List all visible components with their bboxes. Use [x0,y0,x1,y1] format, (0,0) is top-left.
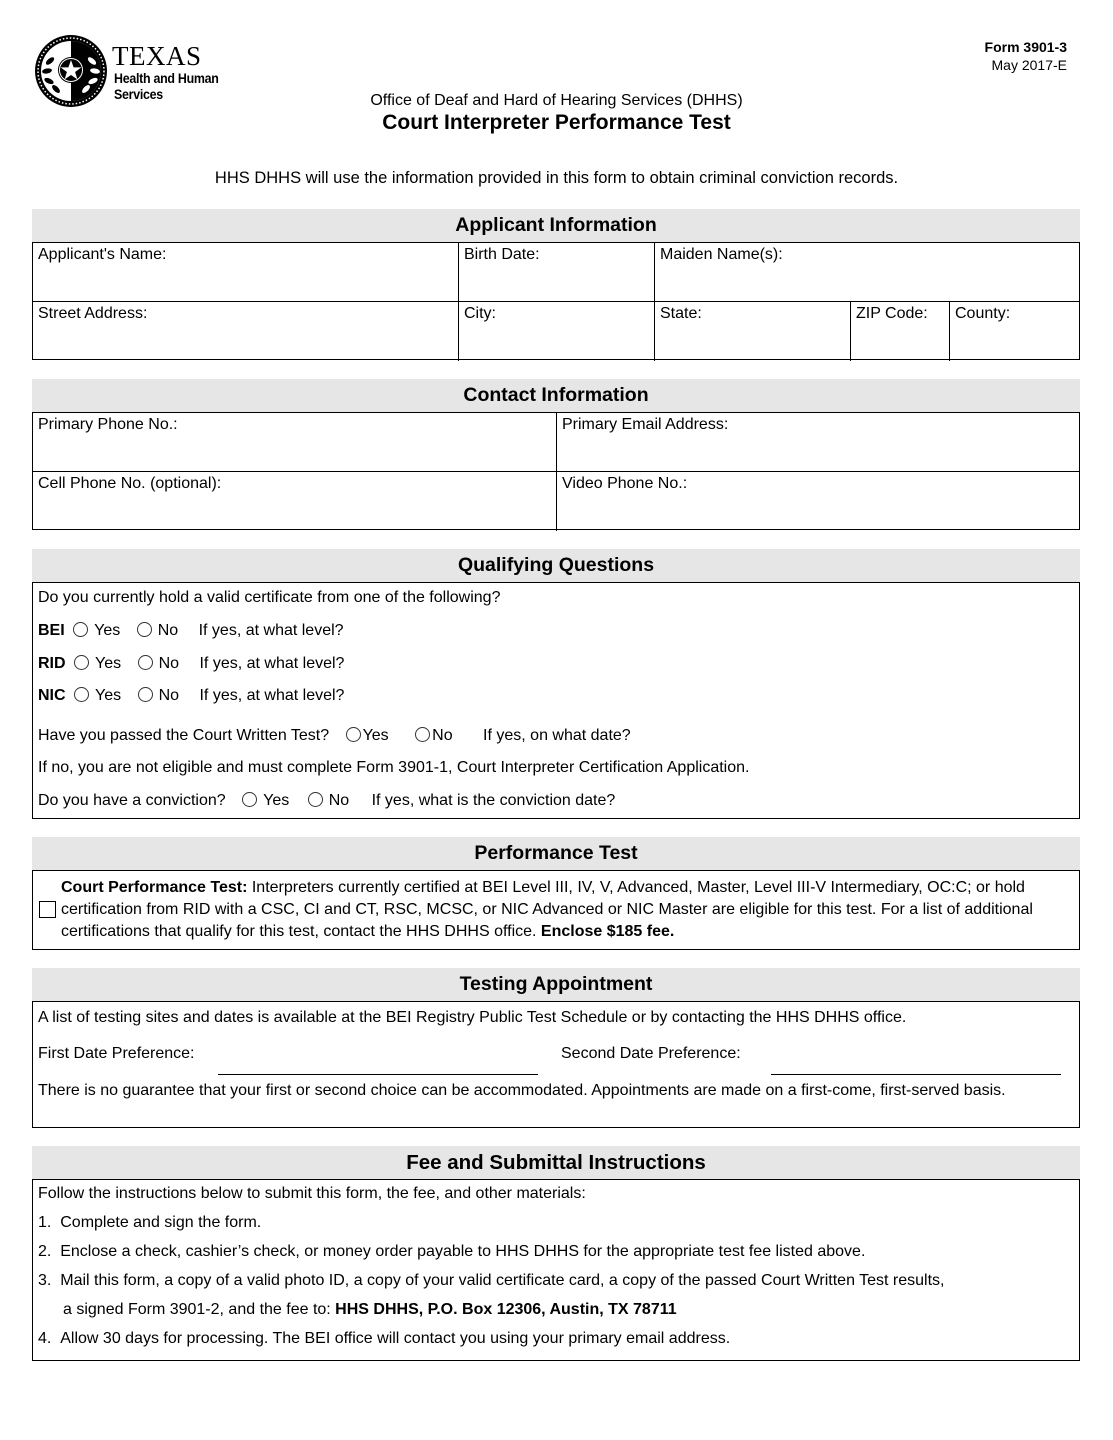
conviction-no-radio[interactable] [308,792,323,807]
records-notice: HHS DHHS will use the information provided in this form to obtain criminal conviction records. [214,169,899,187]
logo-texas-text: TEXAS [112,41,202,71]
form-identifier [985,38,1067,74]
instructions-intro: Follow the instructions below to submit this form, the fee, and other materials: [38,1185,586,1202]
zip-code-field[interactable]: ZIP Code: [851,302,950,361]
nic-yes-radio[interactable] [74,687,89,702]
section-heading: Performance Test [32,837,1080,870]
written-test-yes-radio[interactable] [346,727,361,742]
section-heading: Testing Appointment [32,968,1080,1001]
section-heading: Fee and Submittal Instructions [32,1146,1080,1179]
performance-test-description: Court Performance Test: Interpreters currently certified at BEI Level III, IV, V, Advanced, Master, Level III-V Intermediary, OC:C; or hold certification from RID with a CSC, CI and CT, RSC, MCSC, or NIC Advanced or NIC Master are eligible for this test. For a list of additional certifications that qualify for this test, contact the HHS DHHS office. Enclose $185 fee. [61,879,1033,940]
certificate-intro: Do you currently hold a valid certificate from one of the following? [38,589,501,606]
first-date-input[interactable] [218,1074,538,1075]
second-date-input[interactable] [771,1074,1061,1075]
qualifying-questions-section [32,549,1080,819]
bei-yes-radio[interactable] [73,622,88,637]
instruction-step: 2. Enclose a check, cashier’s check, or money order payable to HHS DHHS for the appropriate test fee listed above. [38,1243,866,1260]
second-date-label: Second Date Preference: [561,1045,741,1062]
testing-sites-info: A list of testing sites and dates is available at the BEI Registry Public Test Schedule or by contacting the HHS DHHS office. [38,1009,907,1026]
written-test-question: Have you passed the Court Written Test? Yes No If yes, on what date? [38,727,631,744]
section-heading: Qualifying Questions [32,549,1080,582]
court-performance-test-checkbox[interactable] [39,901,56,918]
street-address-field[interactable]: Street Address: [33,302,459,361]
rid-question: RID Yes No If yes, at what level? [38,655,345,672]
bei-question: BEI Yes No If yes, at what level? [38,622,344,639]
applicant-information-section [32,209,1080,360]
testing-appointment-section [32,968,1080,1128]
maiden-names-field[interactable]: Maiden Name(s): [660,246,783,263]
fee-instructions-section [32,1146,1080,1361]
birth-date-field[interactable]: Birth Date: [459,243,655,301]
office-name: Office of Deaf and Hard of Hearing Services (DHHS) [370,92,743,109]
appointment-disclaimer: There is no guarantee that your first or second choice can be accommodated. Appointments are made on a first-come, first-served basis. [38,1082,1006,1099]
city-field[interactable]: City: [459,302,655,361]
form-date: May 2017-E [991,57,1067,73]
page-title: Court Interpreter Performance Test [382,111,731,134]
form-number: Form 3901-3 [984,39,1067,55]
primary-email-field[interactable]: Primary Email Address: [562,416,729,433]
written-test-no-radio[interactable] [415,727,430,742]
contact-information-section [32,379,1080,530]
mailing-address: HHS DHHS, P.O. Box 12306, Austin, TX 78711 [335,1301,677,1318]
nic-no-radio[interactable] [138,687,153,702]
section-heading: Contact Information [32,379,1080,412]
first-date-label: First Date Preference: [38,1045,195,1062]
bei-no-radio[interactable] [137,622,152,637]
conviction-yes-radio[interactable] [242,792,257,807]
applicant-name-field[interactable]: Applicant's Name: [33,243,459,301]
fee-amount: Enclose $185 fee. [540,923,675,940]
cell-phone-field[interactable]: Cell Phone No. (optional): [33,472,557,531]
section-heading: Applicant Information [32,209,1080,242]
performance-test-section [32,837,1080,950]
state-field[interactable]: State: [655,302,851,361]
ineligible-note: If no, you are not eligible and must complete Form 3901-1, Court Interpreter Certification Application. [38,759,750,776]
conviction-question: Do you have a conviction? Yes No If yes, what is the conviction date? [38,792,616,809]
logo-hhs-text: Health and Human Services [114,71,219,102]
rid-yes-radio[interactable] [74,655,89,670]
instruction-step-continued: a signed Form 3901-2, and the fee to: HHS DHHS, P.O. Box 12306, Austin, TX 78711 [63,1301,677,1318]
nic-question: NIC Yes No If yes, at what level? [38,687,345,704]
instruction-step: 4. Allow 30 days for processing. The BEI office will contact you using your primary email address. [38,1330,731,1347]
county-field[interactable]: County: [955,305,1011,322]
primary-phone-field[interactable]: Primary Phone No.: [33,413,557,471]
video-phone-field[interactable]: Video Phone No.: [562,475,688,492]
instruction-step: 3. Mail this form, a copy of a valid photo ID, a copy of your valid certificate card, a copy of the passed Court Written Test results, [38,1272,945,1289]
rid-no-radio[interactable] [138,655,153,670]
instruction-step: 1. Complete and sign the form. [38,1214,262,1231]
